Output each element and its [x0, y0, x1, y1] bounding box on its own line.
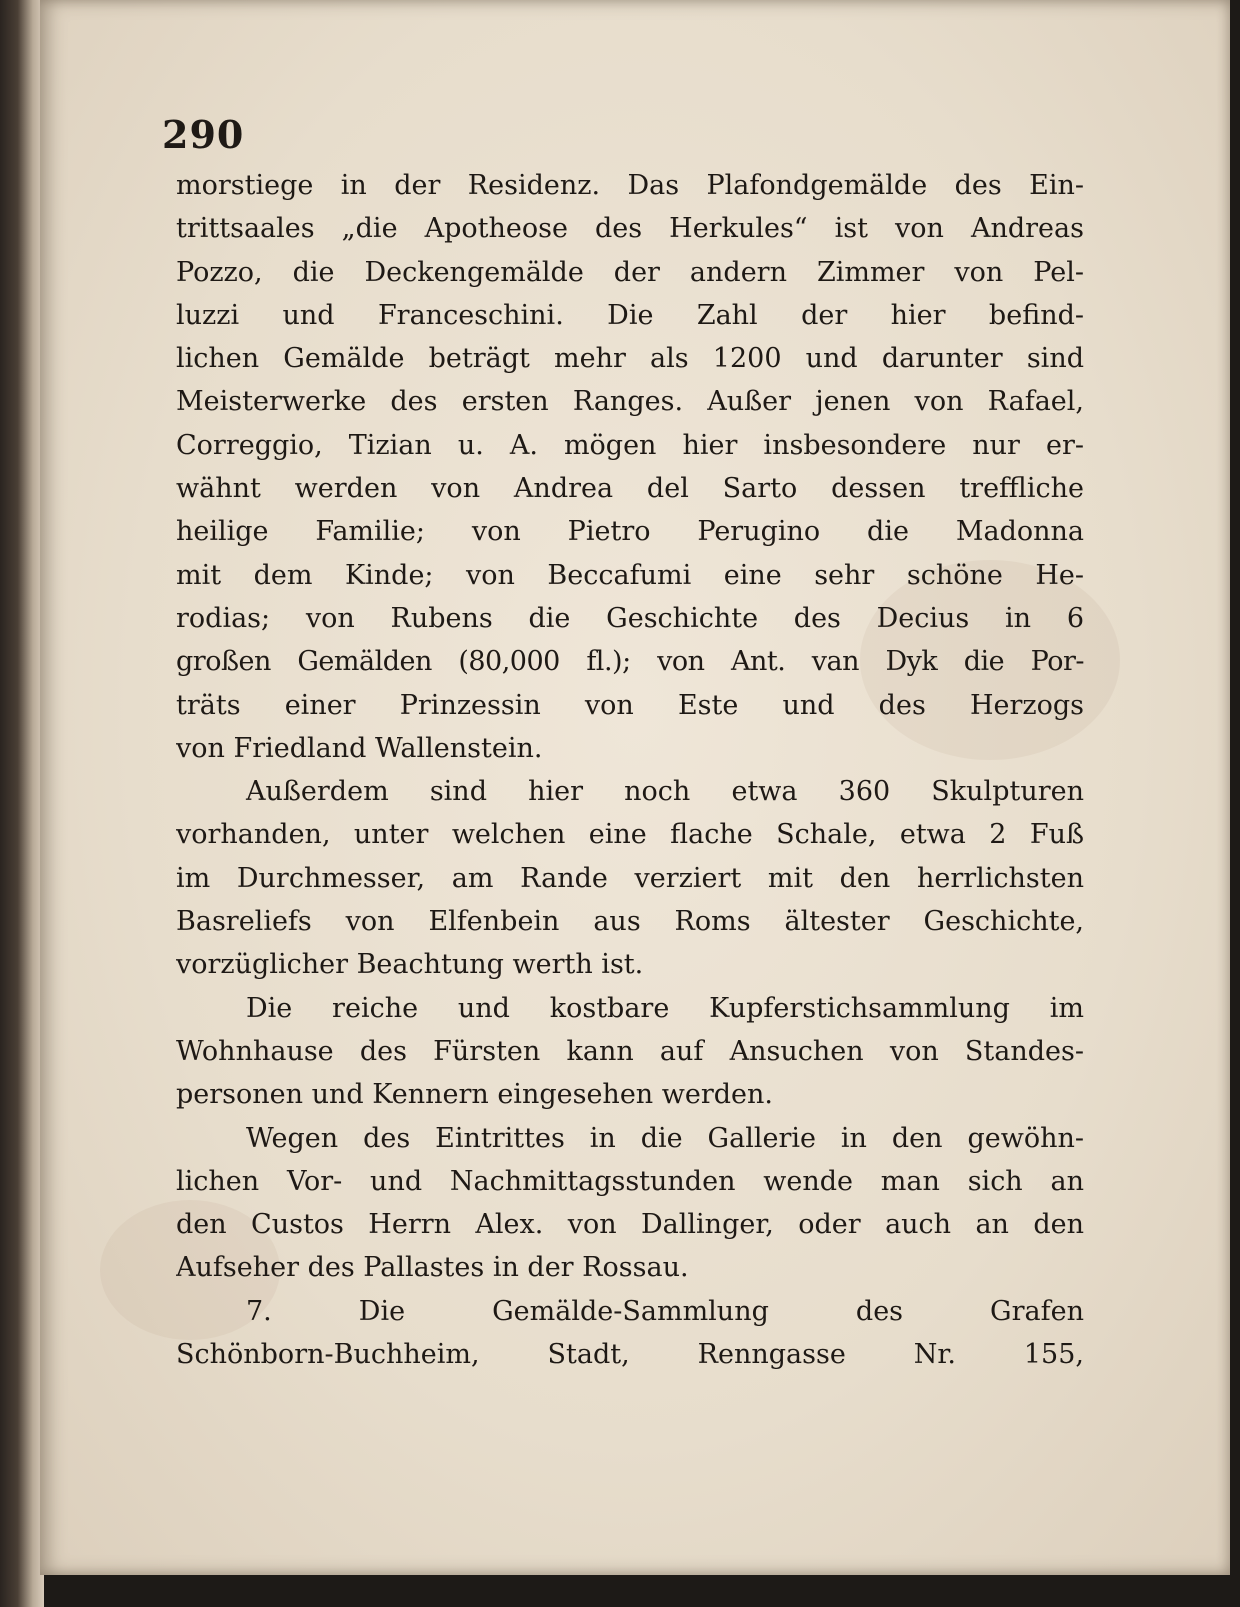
- section-heading-line: 7. Die Gemälde-Sammlung des Grafen: [246, 1295, 1084, 1327]
- text-line: Aufseher des Pallastes in der Rossau.: [176, 1252, 689, 1284]
- page-edge: [0, 0, 44, 1607]
- text-line: morstiege in der Residenz. Das Plafondgemälde des Ein-: [176, 170, 1084, 201]
- text-line: Pozzo, die Deckengemälde der andern Zimmer von Pel-: [176, 256, 1084, 288]
- paragraph-first-line: Außerdem sind hier noch etwa 360 Skulpturen: [246, 776, 1084, 808]
- text-line: Meisterwerke des ersten Ranges. Außer jenen von Rafael,: [176, 386, 1084, 418]
- text-line: großen Gemälden (80,000 fl.); von Ant. van Dyk die Por-: [176, 646, 1084, 678]
- text-line: personen und Kennern eingesehen werden.: [176, 1079, 773, 1111]
- text-line: trittsaales „die Apotheose des Herkules“ ist von Andreas: [176, 213, 1084, 245]
- text-line: von Friedland Wallenstein.: [176, 732, 543, 764]
- text-line: den Custos Herrn Alex. von Dallinger, oder auch an den: [176, 1209, 1084, 1241]
- page-number: 290: [162, 112, 245, 157]
- text-line: luzzi und Franceschini. Die Zahl der hier befind-: [176, 299, 1084, 331]
- text-line: heilige Familie; von Pietro Perugino die Madonna: [176, 516, 1084, 548]
- text-line: Basreliefs von Elfenbein aus Roms ältester Geschichte,: [176, 906, 1084, 938]
- text-line: lichen Gemälde beträgt mehr als 1200 und darunter sind: [176, 343, 1084, 375]
- text-line: mit dem Kinde; von Beccafumi eine sehr schöne He-: [176, 559, 1084, 591]
- text-line: im Durchmesser, am Rande verziert mit den herrlichsten: [176, 862, 1084, 894]
- text-line: vorhanden, unter welchen eine flache Schale, etwa 2 Fuß: [176, 819, 1084, 851]
- text-line: träts einer Prinzessin von Este und des Herzogs: [176, 689, 1084, 721]
- text-line: Schönborn-Buchheim, Stadt, Renngasse Nr. 155,: [176, 1339, 1084, 1371]
- text-line: Wohnhause des Fürsten kann auf Ansuchen von Standes-: [176, 1035, 1084, 1067]
- page-text: [176, 164, 1084, 1376]
- text-line: wähnt werden von Andrea del Sarto dessen treffliche: [176, 473, 1084, 505]
- text-line: Correggio, Tizian u. A. mögen hier insbesondere nur er-: [176, 429, 1084, 461]
- text-line: vorzüglicher Beachtung werth ist.: [176, 949, 644, 981]
- paragraph-first-line: Wegen des Eintrittes in die Gallerie in den gewöhn-: [246, 1122, 1084, 1154]
- paragraph-first-line: Die reiche und kostbare Kupferstichsammlung im: [246, 992, 1084, 1024]
- text-line: lichen Vor- und Nachmittagsstunden wende man sich an: [176, 1165, 1084, 1197]
- text-line: rodias; von Rubens die Geschichte des Decius in 6: [176, 602, 1084, 634]
